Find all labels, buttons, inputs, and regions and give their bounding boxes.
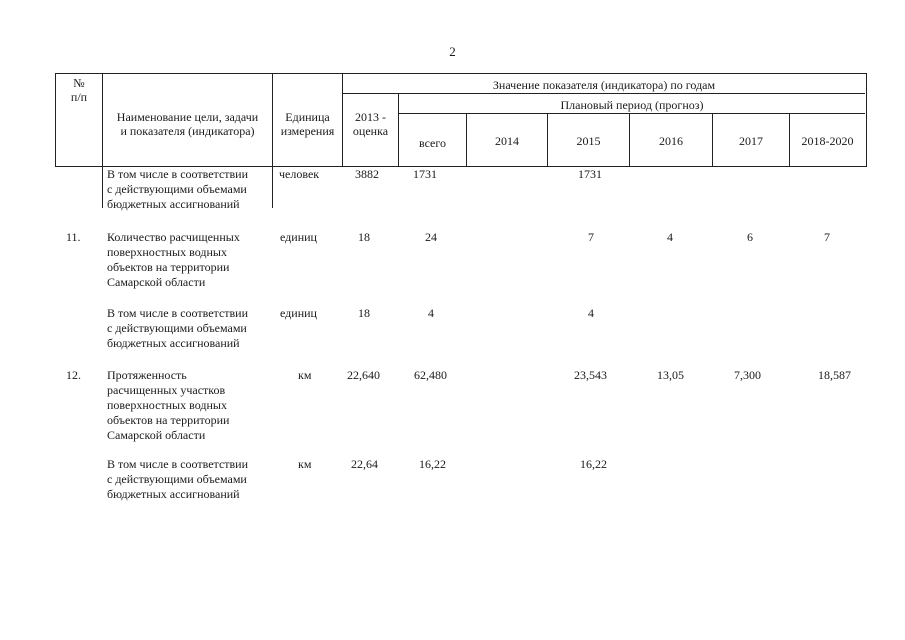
header-2015: 2015 [576, 134, 601, 148]
row-2015: 16,22 [580, 457, 607, 471]
page-number: 2 [449, 44, 456, 59]
header-divider [342, 93, 865, 94]
row-total: 24 [425, 230, 437, 244]
row-name: В том числе в соответствии с действующими объемами бюджетных ассигнований [107, 306, 249, 350]
row-unit: единиц [280, 230, 317, 244]
row-2015: 1731 [578, 167, 602, 181]
row-total: 1731 [413, 167, 437, 181]
row-name: В том числе в соответствии с действующими объемами бюджетных ассигнований [107, 457, 249, 501]
row-2017: 7,300 [734, 368, 761, 382]
header-divider [398, 113, 865, 114]
row-total: 4 [428, 306, 434, 320]
header-unit: Единица измерения [280, 110, 335, 138]
row-2016: 4 [667, 230, 673, 244]
row-number: 11. [66, 230, 81, 244]
row-unit: человек [279, 167, 320, 181]
row-2018-2020: 7 [824, 230, 830, 244]
header-total: всего [418, 136, 447, 150]
body-divider [272, 165, 273, 208]
row-unit: км [298, 368, 312, 382]
row-2018-2020: 18,587 [818, 368, 851, 382]
header-number: № п/п [70, 76, 88, 104]
row-unit: км [298, 457, 312, 471]
row-unit: единиц [280, 306, 317, 320]
header-2018-2020: 2018-2020 [801, 134, 854, 148]
row-2013: 22,64 [351, 457, 378, 471]
row-2016: 13,05 [657, 368, 684, 382]
row-name: В том числе в соответствии с действующими объемами бюджетных ассигнований [107, 167, 249, 211]
body-divider [102, 165, 103, 208]
row-2017: 6 [747, 230, 753, 244]
row-name: Количество расчищенных поверхностных водных объектов на территории Самарской области [107, 230, 240, 289]
row-name: Протяженность расчищенных участков поверхностных водных объектов на территории Самарской области [107, 368, 230, 442]
row-2015: 23,543 [574, 368, 607, 382]
row-2013: 18 [358, 230, 370, 244]
header-2017: 2017 [739, 134, 763, 148]
row-2013: 18 [358, 306, 370, 320]
row-2015: 4 [588, 306, 594, 320]
row-2015: 7 [588, 230, 594, 244]
header-plan-group: Плановый период (прогноз) [560, 98, 704, 112]
header-2014: 2014 [495, 134, 519, 148]
header-name: Наименование цели, задачи и показателя (индикатора) [116, 110, 259, 138]
row-total: 16,22 [419, 457, 446, 471]
header-values-group: Значение показателя (индикатора) по годам [492, 78, 716, 92]
row-number: 12. [66, 368, 81, 382]
row-2013: 3882 [355, 167, 379, 181]
row-2013: 22,640 [347, 368, 380, 382]
row-total: 62,480 [414, 368, 447, 382]
header-2013: 2013 - оценка [352, 110, 389, 138]
header-2016: 2016 [659, 134, 683, 148]
